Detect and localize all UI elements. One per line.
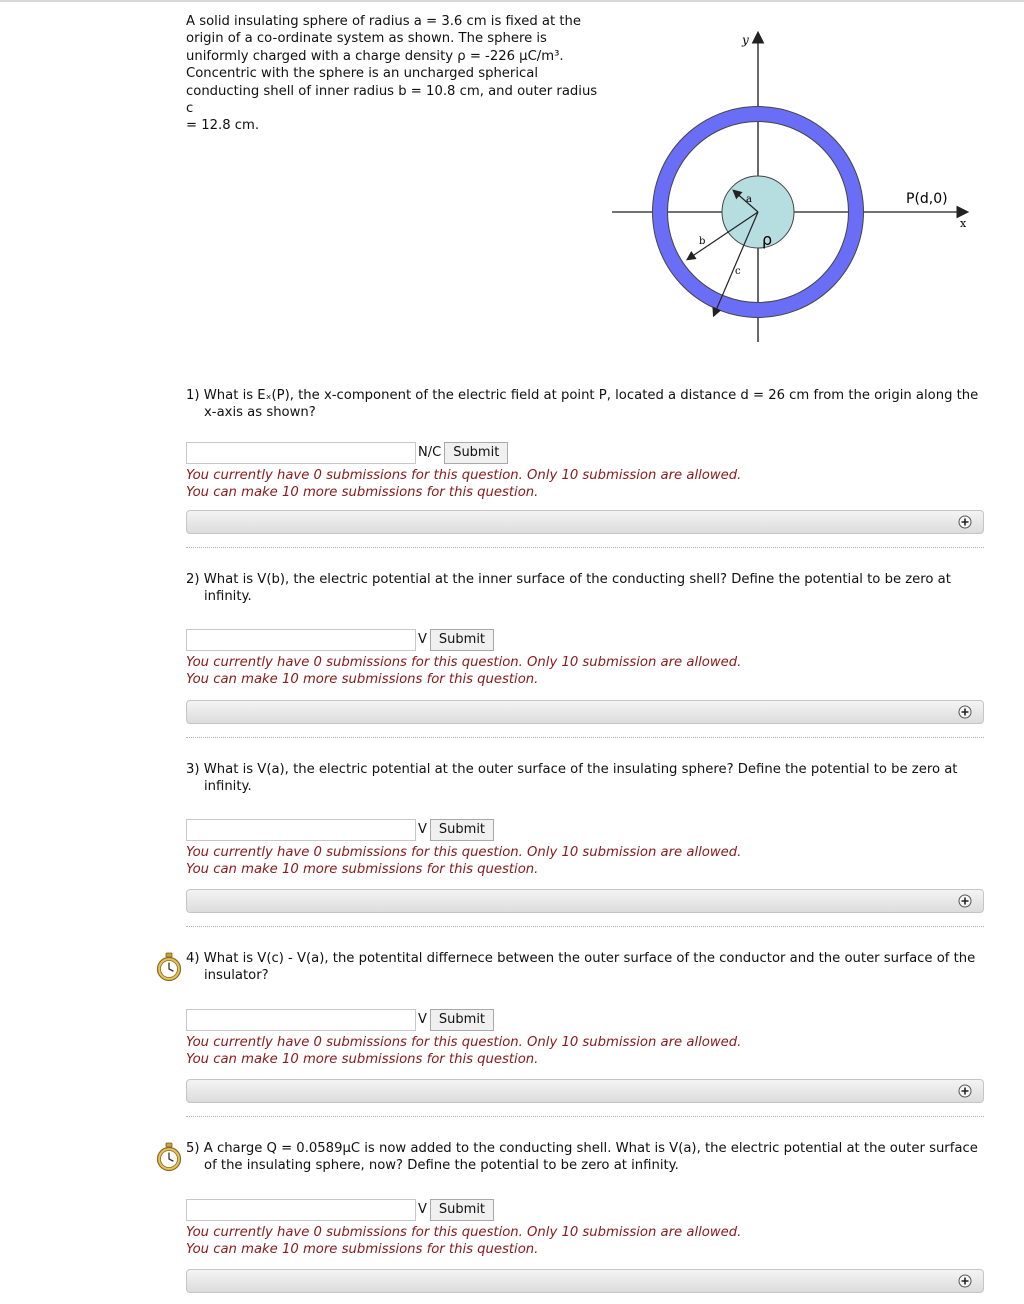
question-divider: [186, 1116, 984, 1117]
question-3-text: 3) What is V(a), the electric potential at the outer surface of the insulating sphere? Define the potential to be zero at infinity.: [186, 762, 958, 795]
status-line: You can make 10 more submissions for this question.: [186, 671, 539, 687]
question-5: [186, 1140, 986, 1258]
plus-circle-icon[interactable]: [958, 705, 972, 719]
answer-input-4[interactable]: [186, 1009, 416, 1031]
hint-accordion-4[interactable]: [186, 1079, 984, 1103]
stopwatch-icon: [155, 952, 183, 982]
status-line: You can make 10 more submissions for this question.: [186, 861, 539, 877]
intro-line: Concentric with the sphere is an uncharged spherical: [186, 66, 539, 82]
unit-label-2: V: [418, 632, 427, 648]
status-line: You currently have 0 submissions for this question. Only 10 submission are allowed.: [186, 1224, 742, 1240]
plus-circle-icon[interactable]: [958, 1084, 972, 1098]
top-border: [0, 0, 1024, 2]
hint-accordion-2[interactable]: [186, 700, 984, 724]
question-1-text: 1) What is Eₓ(P), the x-component of the electric field at point P, located a distance d = 26 cm from the origin along the x-axis as shown?: [186, 388, 979, 421]
answer-input-2[interactable]: [186, 629, 416, 651]
question-1: [186, 387, 986, 501]
plus-circle-icon[interactable]: [958, 1274, 972, 1288]
x-axis-label: x: [960, 217, 967, 230]
hint-accordion-5[interactable]: [186, 1269, 984, 1293]
submit-button-3[interactable]: Submit: [430, 819, 494, 841]
unit-label-1: N/C: [418, 445, 442, 461]
label-a: a: [746, 194, 752, 205]
status-line: You currently have 0 submissions for this question. Only 10 submission are allowed.: [186, 844, 742, 860]
answer-input-3[interactable]: [186, 819, 416, 841]
hint-accordion-3[interactable]: [186, 889, 984, 913]
plus-circle-icon[interactable]: [958, 894, 972, 908]
stopwatch-icon: [155, 1142, 183, 1172]
question-5-text: 5) A charge Q = 0.0589μC is now added to the conducting shell. What is V(a), the electric potential at the outer surface of the insulating sphere, now? Define the potential to be zero at infinity.: [186, 1141, 978, 1174]
plus-circle-icon[interactable]: [958, 515, 972, 529]
submission-status-3: [186, 844, 986, 878]
unit-label-3: V: [418, 822, 427, 838]
submission-status-1: [186, 467, 986, 501]
question-4: [186, 950, 986, 1068]
hint-accordion-1[interactable]: [186, 510, 984, 534]
status-line: You can make 10 more submissions for this question.: [186, 1241, 539, 1257]
unit-label-5: V: [418, 1202, 427, 1218]
label-c: c: [735, 266, 741, 277]
y-axis-label: y: [742, 33, 749, 47]
submit-button-5[interactable]: Submit: [430, 1199, 494, 1221]
submit-button-1[interactable]: Submit: [444, 442, 508, 464]
submit-button-2[interactable]: Submit: [430, 629, 494, 651]
intro-line: origin of a co-ordinate system as shown. The sphere is: [186, 31, 547, 47]
submit-button-4[interactable]: Submit: [430, 1009, 494, 1031]
label-b: b: [699, 236, 706, 247]
question-3: [186, 761, 986, 878]
question-divider: [186, 926, 984, 927]
question-divider: [186, 547, 984, 548]
status-line: You can make 10 more submissions for this question.: [186, 1051, 539, 1067]
question-4-text: 4) What is V(c) - V(a), the potentital differnece between the outer surface of the conductor and the outer surface of the insulator?: [186, 951, 976, 984]
status-line: You can make 10 more submissions for this question.: [186, 484, 539, 500]
unit-label-4: V: [418, 1012, 427, 1028]
question-2: [186, 571, 986, 688]
point-p-label: P(d,0): [906, 191, 948, 207]
sphere-diagram: [610, 26, 990, 346]
problem-statement: [186, 13, 606, 135]
question-divider: [186, 737, 984, 738]
status-line: You currently have 0 submissions for this question. Only 10 submission are allowed.: [186, 1034, 742, 1050]
submission-status-2: [186, 654, 986, 688]
intro-line: A solid insulating sphere of radius a = 3.6 cm is fixed at the: [186, 14, 581, 29]
answer-input-1[interactable]: [186, 442, 416, 464]
intro-line: = 12.8 cm.: [186, 118, 260, 134]
answer-input-5[interactable]: [186, 1199, 416, 1221]
status-line: You currently have 0 submissions for this question. Only 10 submission are allowed.: [186, 654, 742, 670]
submission-status-4: [186, 1034, 986, 1068]
intro-line: uniformly charged with a charge density ρ = -226 μC/m³.: [186, 48, 564, 64]
submission-status-5: [186, 1224, 986, 1258]
question-2-text: 2) What is V(b), the electric potential at the inner surface of the conducting shell? Define the potential to be zero at infinity.: [186, 572, 951, 605]
label-rho: ρ: [762, 230, 773, 249]
status-line: You currently have 0 submissions for this question. Only 10 submission are allowed.: [186, 467, 742, 483]
intro-line: conducting shell of inner radius b = 10.8 cm, and outer radius c: [186, 83, 598, 117]
